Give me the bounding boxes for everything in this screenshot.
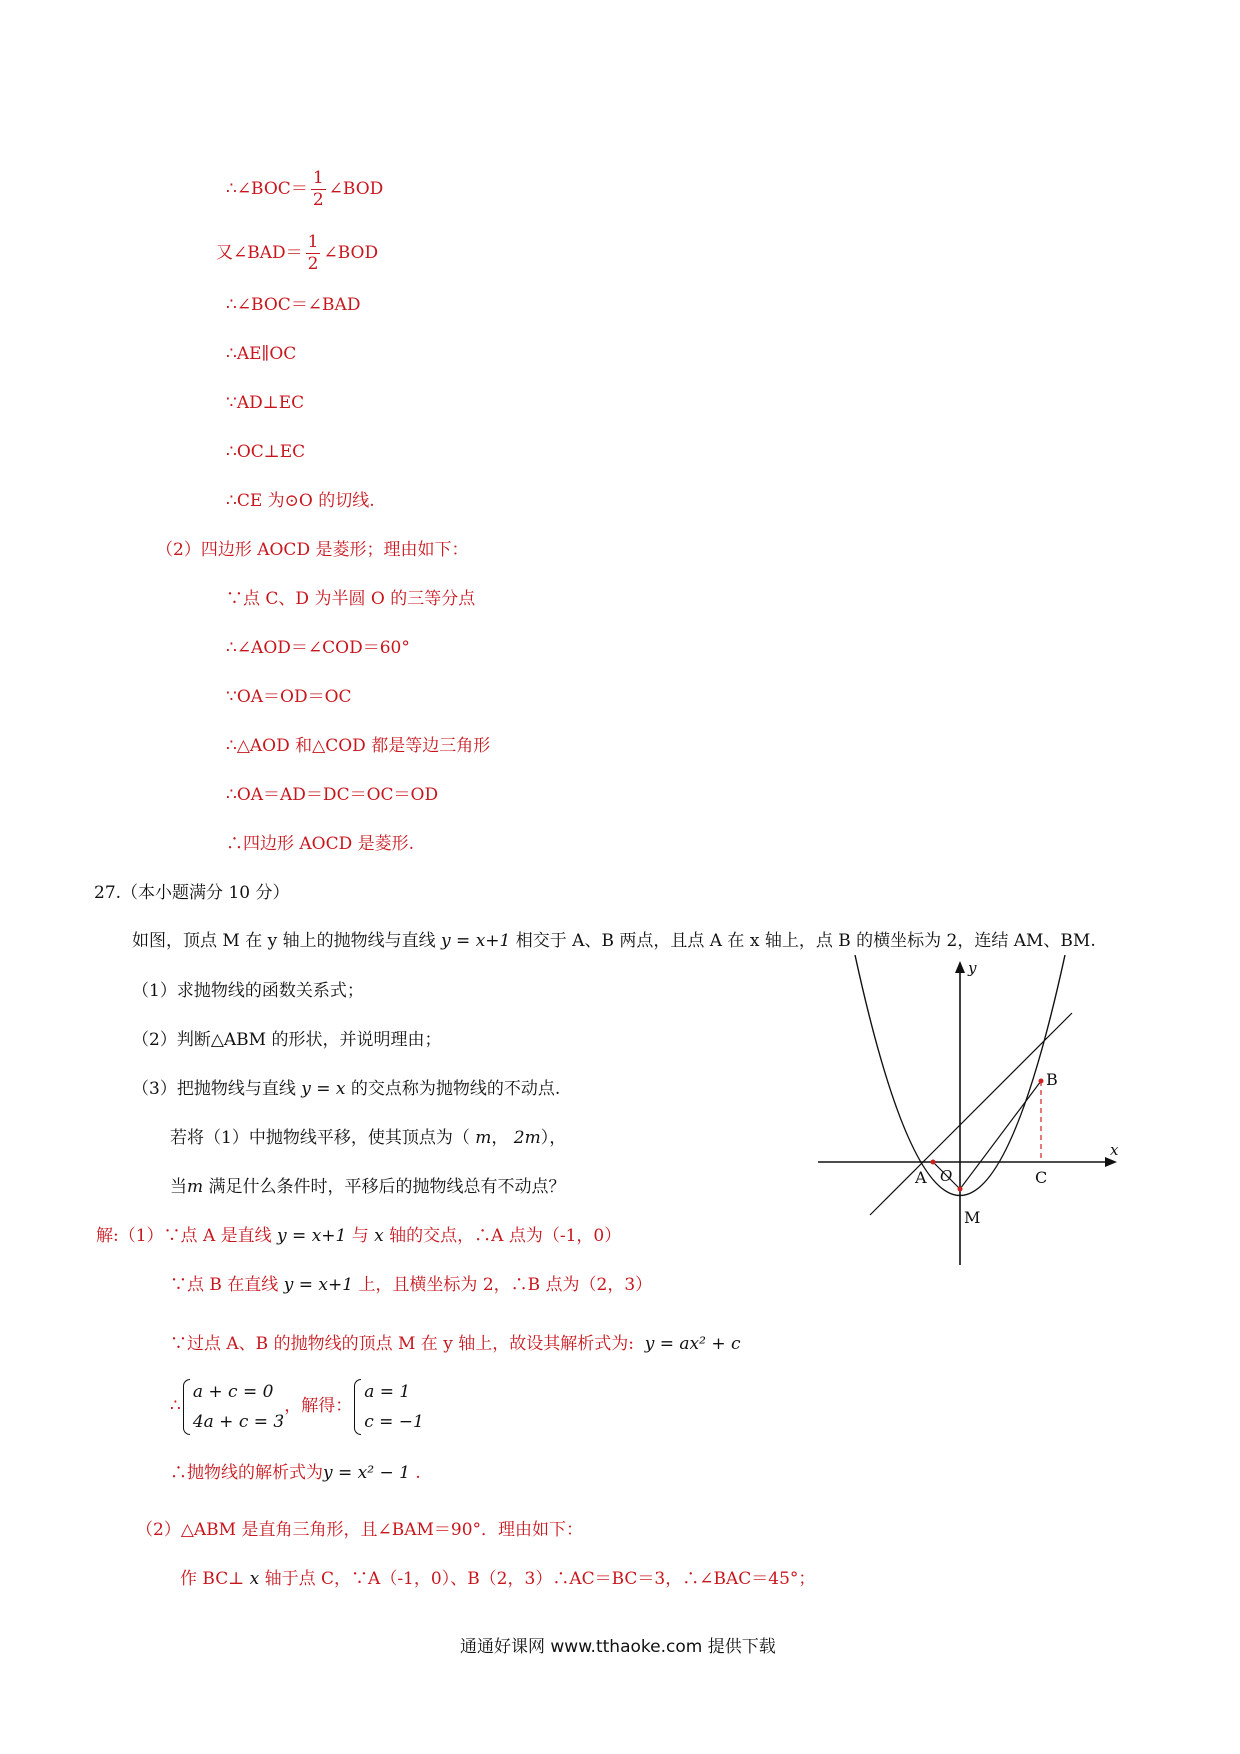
question-2: （2）判断△ABM 的形状，并说明理由； [132,1030,442,1050]
solution-line7: 作 BC⊥ x 轴于点 C，∵A（-1，0）、B（2，3）∴AC＝BC＝3，∴∠BAC＝45°； [180,1569,816,1589]
proof1-line3: ∴∠BOC＝∠BAD [226,295,361,315]
label-x: x [1110,1141,1119,1159]
proof2-line4: ∴△AOD 和△COD 都是等边三角形 [226,736,491,756]
solution-line2: ∵点 B 在直线 y = x+1 上，且横坐标为 2，∴B 点为（2，3） [170,1275,653,1295]
solution-line5: ∴抛物线的解析式为y = x² − 1 . [170,1463,421,1483]
fraction: $\frac{1}{2}$ [312,168,324,210]
solution-system: a = 1 c = −1 [352,1377,424,1437]
page-footer: 通通好课网 www.tthaoke.com 提供下载 [460,1637,776,1657]
point-B [1039,1079,1044,1084]
solution-line1: 解:（1）∵点 A 是直线 y = x+1 与 x 轴的交点，∴A 点为（-1，0） [96,1226,622,1246]
solution-line6: （2）△ABM 是直角三角形，且∠BAM＝90°．理由如下： [136,1520,584,1540]
proof1-line1: ∴∠BOC＝ $\frac{1}{2}$ ∠BOD [226,168,384,210]
proof1-line6: ∴OC⊥EC [226,442,306,462]
question-1: （1）求抛物线的函数关系式； [132,981,364,1001]
proof2-line3: ∵OA＝OD＝OC [226,687,352,707]
proof2-line1: ∵点 C、D 为半圆 O 的三等分点 [226,589,476,609]
label-y: y [968,959,977,977]
proof2-line6: ∴四边形 AOCD 是菱形. [226,834,415,854]
proof1-line7: ∴CE 为⊙O 的切线. [226,491,375,511]
problem-number: 27.（本小题满分 10 分） [94,883,290,903]
segment-BM [960,1081,1041,1189]
label-O: O [940,1167,953,1185]
proof1-line5: ∵AD⊥EC [226,393,305,413]
label-B: B [1046,1070,1058,1089]
y-axis-arrow [955,961,965,973]
proof1-line4: ∴AE∥OC [226,344,297,364]
label-A: A [915,1168,927,1187]
parabola-figure [812,955,1130,1275]
equation-system: a + c = 0 4a + c = 3 [181,1377,284,1437]
point-M [958,1187,963,1192]
label-M: M [964,1208,981,1227]
proof1-line2: 又∠BAD＝ $\frac{1}{2}$ ∠BOD [216,232,379,274]
proof2-line2: ∴∠AOD＝∠COD＝60° [226,638,410,658]
question-3-ask: 当m 满足什么条件时，平移后的抛物线总有不动点？ [170,1177,566,1197]
point-A [931,1160,936,1165]
question-3-condition: 若将（1）中抛物线平移，使其顶点为（ m， 2m）， [170,1128,567,1148]
proof2-line5: ∴OA＝AD＝DC＝OC＝OD [226,785,439,805]
label-C: C [1035,1168,1048,1187]
problem-stem: 如图，顶点 M 在 y 轴上的抛物线与直线 y = x+1 相交于 A、B 两点，且点 A 在 x 轴上，点 B 的横坐标为 2，连结 AM、BM. [132,931,1096,951]
question-3: （3）把抛物线与直线 y = x 的交点称为抛物线的不动点. [132,1079,561,1099]
solution-line4: ∴ a + c = 0 4a + c = 3 ，解得： a = 1 c = −1 [170,1376,424,1437]
proof2-heading: （2）四边形 AOCD 是菱形；理由如下： [156,540,469,560]
solution-line3: ∵过点 A、B 的抛物线的顶点 M 在 y 轴上，故设其解析式为: y = ax² + c [170,1334,741,1354]
fraction: $\frac{1}{2}$ [307,232,319,274]
